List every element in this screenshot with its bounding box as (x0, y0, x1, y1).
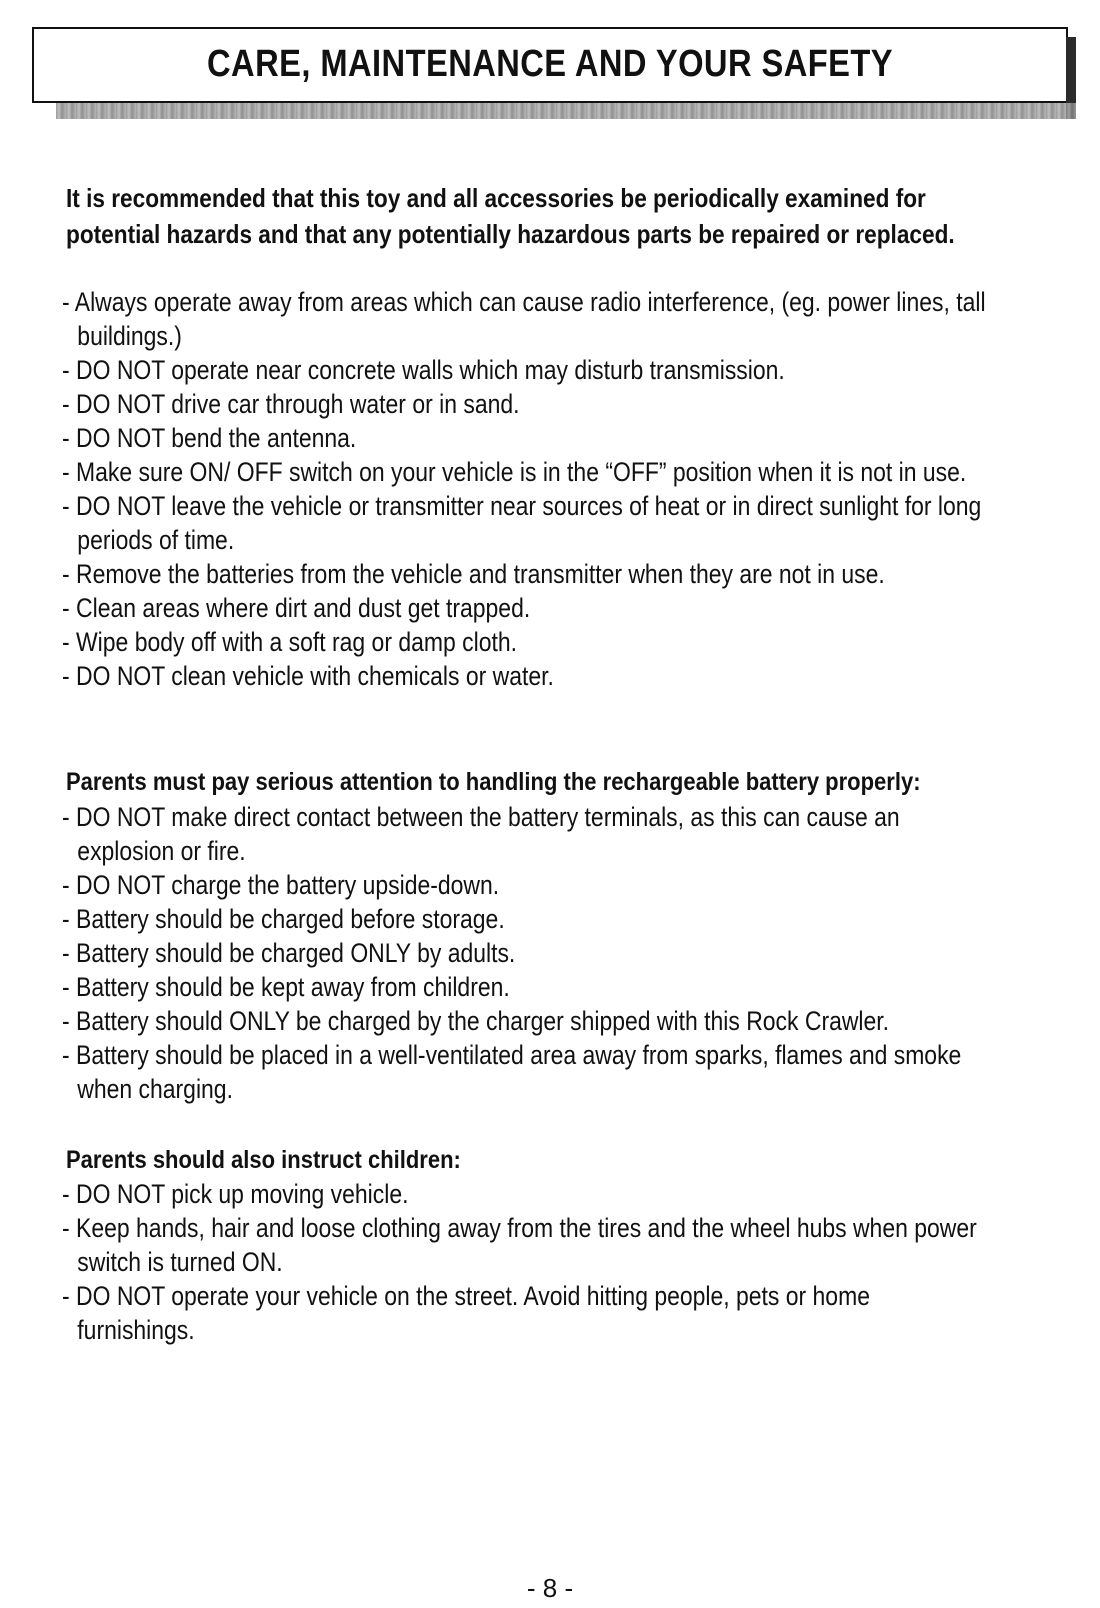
list-item: - DO NOT pick up moving vehicle. (62, 1177, 989, 1211)
list-item: - Battery should be placed in a well-ventilated area away from sparks, flames and smoke when charging. (62, 1038, 989, 1106)
list-item: - Battery should be charged before storage. (62, 902, 989, 936)
general-care-list (62, 285, 989, 693)
list-item: - Clean areas where dirt and dust get trapped. (62, 591, 989, 625)
intro-paragraph: It is recommended that this toy and all accessories be periodically examined for potential hazards and that any potentially hazardous parts be repaired or replaced. (66, 183, 955, 249)
list-item: - Battery should ONLY be charged by the charger shipped with this Rock Crawler. (62, 1004, 989, 1038)
list-item: - DO NOT drive car through water or in sand. (62, 387, 989, 421)
list-item: - Always operate away from areas which can cause radio interference, (eg. power lines, tall buildings.) (62, 285, 989, 353)
list-item: - Battery should be kept away from children. (62, 970, 989, 1004)
title-box-shadow-bottom (56, 103, 1076, 119)
list-item: - DO NOT clean vehicle with chemicals or water. (62, 659, 989, 693)
list-item: - Keep hands, hair and loose clothing away from the tires and the wheel hubs when power switch is turned ON. (62, 1211, 989, 1279)
children-list (62, 1177, 989, 1347)
page-number: - 8 - (526, 1573, 574, 1603)
children-section-heading: Parents should also instruct children: (66, 1146, 461, 1174)
list-item: - Wipe body off with a soft rag or damp cloth. (62, 625, 989, 659)
list-item: - DO NOT make direct contact between the battery terminals, as this can cause an explosion or fire. (62, 800, 989, 868)
list-item: - Battery should be charged ONLY by adults. (62, 936, 989, 970)
list-item: - DO NOT operate near concrete walls which may disturb transmission. (62, 353, 989, 387)
list-item: - DO NOT bend the antenna. (62, 421, 989, 455)
list-item: - DO NOT charge the battery upside-down. (62, 868, 989, 902)
battery-list (62, 800, 989, 1106)
list-item: - DO NOT operate your vehicle on the street. Avoid hitting people, pets or home furnishings. (62, 1279, 989, 1347)
page-title: CARE, MAINTENANCE AND YOUR SAFETY (207, 43, 893, 85)
list-item: - Remove the batteries from the vehicle and transmitter when they are not in use. (62, 557, 989, 591)
list-item: - DO NOT leave the vehicle or transmitter near sources of heat or in direct sunlight for long periods of time. (62, 489, 989, 557)
battery-section-heading: Parents must pay serious attention to handling the rechargeable battery properly: (66, 768, 921, 796)
list-item: - Make sure ON/ OFF switch on your vehicle is in the “OFF” position when it is not in use. (62, 455, 989, 489)
